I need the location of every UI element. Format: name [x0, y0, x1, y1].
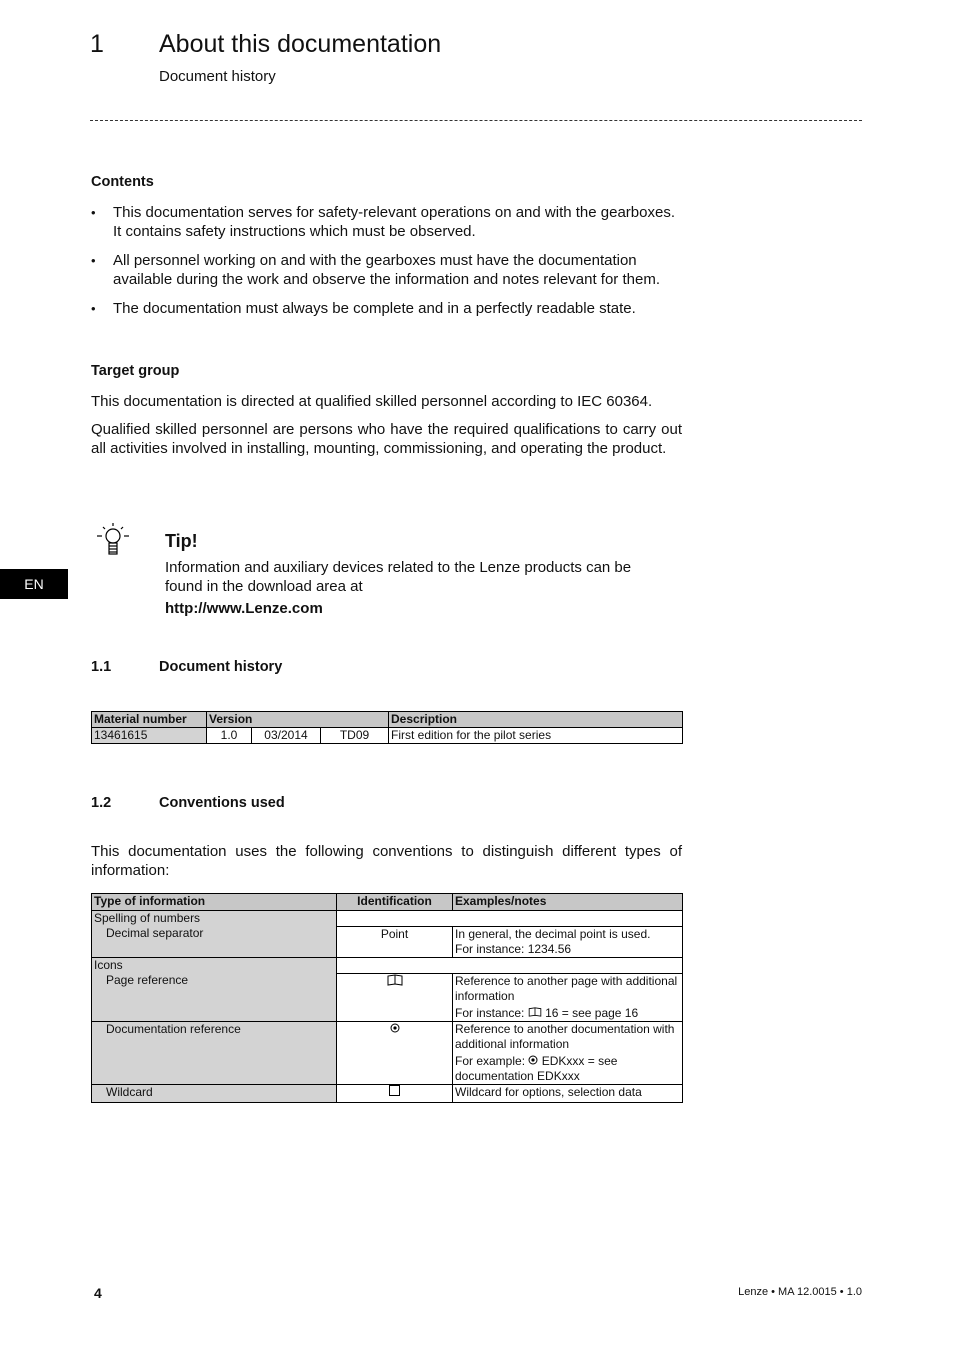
documentation-reference-icon — [528, 1054, 538, 1068]
header-description: Description — [389, 712, 683, 728]
document-history-table — [91, 711, 683, 744]
pageref-note-2: For instance: 16 = see page 16 — [455, 1005, 639, 1020]
documentation-reference-icon — [390, 1022, 400, 1036]
page-number: 4 — [94, 1285, 102, 1301]
table-row — [92, 973, 683, 1022]
section-number-1-2: 1.2 — [91, 795, 112, 811]
table-header-row — [92, 712, 683, 728]
row-label-wildcard: Wildcard — [92, 1085, 337, 1103]
cell-wildcard-notes: Wildcard for options, selection data — [453, 1085, 683, 1103]
cell-code: TD09 — [321, 728, 389, 744]
cell-decimal-identification: Point — [337, 926, 453, 958]
table-row — [92, 728, 683, 744]
lightbulb-icon — [94, 522, 132, 558]
tip-link[interactable]: http://www.Lenze.com — [165, 600, 323, 617]
section-title-conventions: Conventions used — [159, 795, 285, 811]
table-row — [92, 958, 683, 974]
header-examples: Examples/notes — [453, 894, 683, 911]
docref-note-2: For example: EDKxxx = see documentation EDKxxx — [455, 1054, 618, 1083]
cell-decimal-notes — [453, 926, 683, 958]
table-row — [92, 911, 683, 927]
row-label-page-reference: Page reference — [92, 973, 337, 1022]
book-icon — [528, 1006, 542, 1020]
target-group-para-2: Qualified skilled personnel are persons who have the required qualifications to carry out all activities involved in installing, mounting, commissioning, and operating the product. — [91, 421, 682, 457]
header-material-number: Material number — [92, 712, 207, 728]
cell-date: 03/2014 — [252, 728, 321, 744]
document-reference: Lenze • MA 12.0015 • 1.0 — [738, 1286, 862, 1298]
contents-list — [91, 203, 682, 328]
table-row — [92, 1085, 683, 1103]
list-item: • All personnel working on and with the gearboxes must have the documentation available during the work and observe the information and notes relevant for them. — [91, 251, 682, 289]
group-spelling-of-numbers: Spelling of numbers — [92, 911, 337, 927]
cell-version: 1.0 — [207, 728, 252, 744]
conventions-intro: This documentation uses the following conventions to distinguish different types of information: — [91, 843, 682, 879]
cell-pageref-notes — [453, 973, 683, 1022]
group-icons: Icons — [92, 958, 337, 974]
cell-wildcard-identification — [337, 1085, 453, 1103]
list-item: • This documentation serves for safety-relevant operations on and with the gearboxes. It contains safety instructions which must be observed. — [91, 203, 682, 241]
conventions-table — [91, 893, 683, 1103]
header-divider — [90, 120, 862, 121]
cell-docref-notes — [453, 1022, 683, 1085]
section-title-document-history: Document history — [159, 659, 283, 675]
cell-description: First edition for the pilot series — [389, 728, 683, 744]
row-label-documentation-reference: Documentation reference — [92, 1022, 337, 1085]
pageref-note-1: Reference to another page with additional information — [455, 973, 678, 1003]
header-version: Version — [207, 712, 389, 728]
cell-pageref-identification — [337, 973, 453, 1022]
cell-docref-identification — [337, 1022, 453, 1085]
table-header-row — [92, 894, 683, 911]
checkbox-square-icon — [389, 1085, 400, 1099]
target-group-heading: Target group — [91, 363, 180, 379]
docref-note-1: Reference to another documentation with additional information — [455, 1022, 675, 1051]
table-row — [92, 1022, 683, 1085]
row-label-decimal-separator: Decimal separator — [92, 926, 337, 958]
chapter-number: 1 — [90, 30, 104, 58]
section-number-1-1: 1.1 — [91, 659, 112, 675]
header-type: Type of information — [92, 894, 337, 911]
tip-title: Tip! — [165, 531, 198, 551]
contents-heading: Contents — [91, 174, 154, 190]
decimal-note-1: In general, the decimal point is used. — [455, 926, 651, 941]
header-identification: Identification — [337, 894, 453, 911]
chapter-title: About this documentation — [159, 30, 442, 58]
decimal-note-2: For instance: 1234.56 — [455, 941, 572, 956]
language-tab[interactable]: EN — [0, 569, 68, 599]
chapter-subtitle: Document history — [159, 68, 276, 85]
target-group-para-1: This documentation is directed at qualified skilled personnel according to IEC 60364. — [91, 393, 653, 410]
cell-material: 13461615 — [92, 728, 207, 744]
book-icon — [387, 975, 403, 989]
list-item: • The documentation must always be complete and in a perfectly readable state. — [91, 299, 682, 318]
tip-text: Information and auxiliary devices related to the Lenze products can be found in the download area at — [165, 559, 632, 595]
table-row — [92, 926, 683, 958]
